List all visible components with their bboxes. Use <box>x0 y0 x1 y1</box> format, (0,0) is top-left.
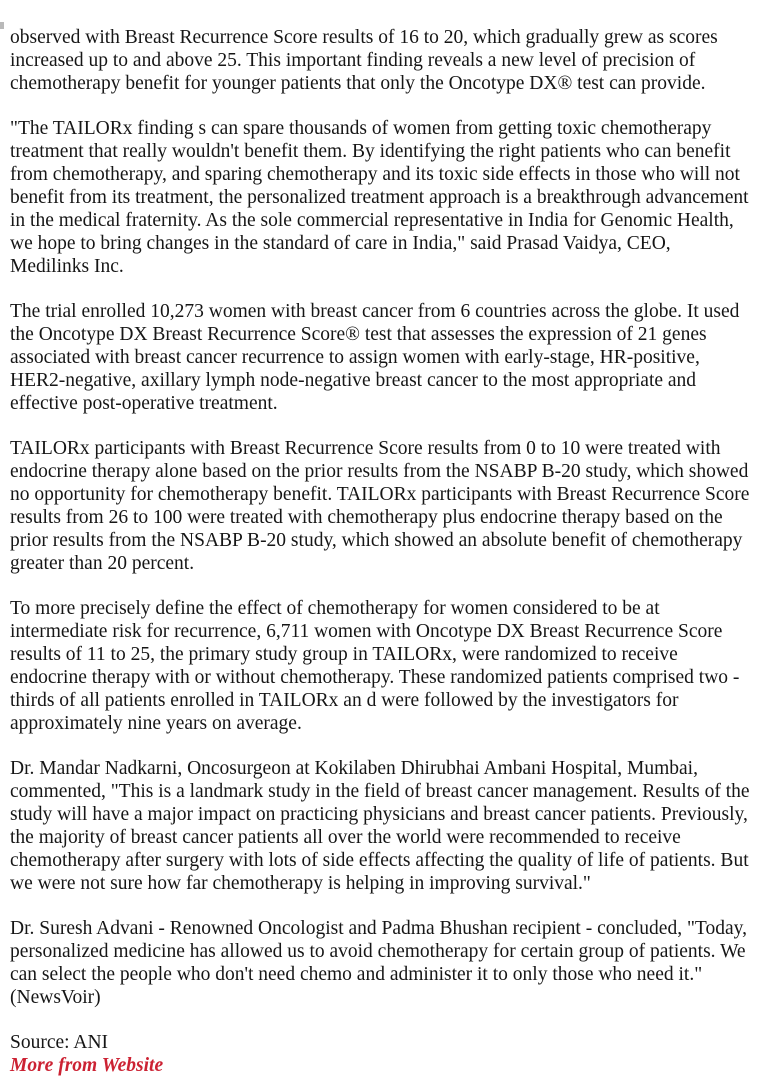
article-body <box>10 26 750 1077</box>
cropped-text-artifact <box>0 22 4 29</box>
source-line: Source: ANI <box>10 1032 109 1053</box>
article-paragraph-2: "The TAILORx finding s can spare thousands of women from getting toxic chemotherapy treatment that really wouldn't benefit them. By identifying the right patients who can benefit from chemotherapy, and sparing chemotherapy and its toxic side effects in those who will not benefit from its treatment, the personalized treatment approach is a breakthrough advancement in the medical fraternity. As the sole commercial representative in India for Genomic Health, we hope to bring changes in the standard of care in India," said Prasad Vaidya, CEO, Medilinks Inc. <box>10 118 749 277</box>
article-paragraph-5: To more precisely define the effect of chemotherapy for women considered to be at intermediate risk for recurrence, 6,711 women with Oncotype DX Breast Recurrence Score results of 11 to 25, the primary study group in TAILORx, were randomized to receive endocrine therapy with or without chemotherapy. These randomized patients comprised two -thirds of all patients enrolled in TAILORx an d were followed by the investigators for approximately nine years on average. <box>10 598 740 734</box>
article-paragraph-1: observed with Breast Recurrence Score results of 16 to 20, which gradually grew as scores increased up to and above 25. This important finding reveals a new level of precision of chemotherapy benefit for younger patients that only the Oncotype DX® test can provide. <box>10 27 718 94</box>
article-paragraph-6: Dr. Mandar Nadkarni, Oncosurgeon at Kokilaben Dhirubhai Ambani Hospital, Mumbai, commented, "This is a landmark study in the field of breast cancer management. Results of the study will have a major impact on practicing physicians and breast cancer patients. Previously, the majority of breast cancer patients all over the world were recommended to receive chemotherapy after surgery with lots of side effects affecting the quality of life of patients. But we were not sure how far chemotherapy is helping in improving survival." <box>10 758 750 894</box>
more-from-website-link[interactable]: More from Website <box>10 1055 164 1076</box>
article-paragraph-4: TAILORx participants with Breast Recurrence Score results from 0 to 10 were treated with endocrine therapy alone based on the prior results from the NSABP B-20 study, which showed no opportunity for chemotherapy benefit. TAILORx participants with Breast Recurrence Score results from 26 to 100 were treated with chemotherapy plus endocrine therapy based on the prior results from the NSABP B-20 study, which showed an absolute benefit of chemotherapy greater than 20 percent. <box>10 438 750 574</box>
article-paragraph-7: Dr. Suresh Advani - Renowned Oncologist and Padma Bhushan recipient - concluded, "Today, personalized medicine has allowed us to avoid chemotherapy for certain group of patients. We can select the people who don't need chemo and administer it to only those who need it." (NewsVoir) <box>10 918 747 1008</box>
article-paragraph-3: The trial enrolled 10,273 women with breast cancer from 6 countries across the globe. It used the Oncotype DX Breast Recurrence Score® test that assesses the expression of 21 genes associated with breast cancer recurrence to assign women with early-stage, HR-positive, HER2-negative, axillary lymph node-negative breast cancer to the most appropriate and effective post-operative treatment. <box>10 301 740 414</box>
